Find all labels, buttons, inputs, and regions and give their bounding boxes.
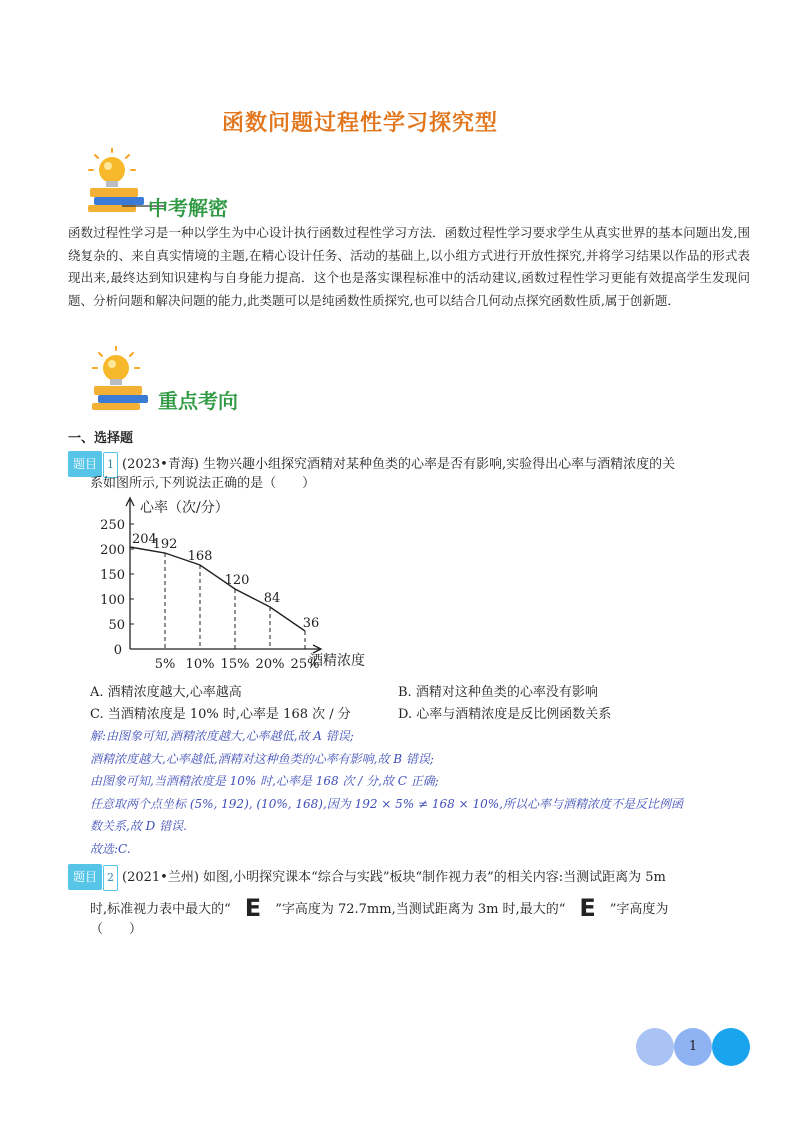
option-b[interactable]: B. 酒精对这种鱼类的心率没有影响 (398, 685, 598, 700)
origin-label: 0 (113, 643, 122, 658)
section-heading: 一、选择题 (68, 431, 134, 446)
series-line (130, 547, 305, 631)
y-tick-label: 150 (100, 568, 125, 583)
y-axis-label: 心率（次/分） (140, 500, 229, 516)
solution-line: 解:由图象可知,酒精浓度越大,心率越低,故 A 错误; (90, 729, 354, 743)
y-tick-label: 200 (100, 543, 125, 558)
question-badge: 题目 (68, 451, 102, 477)
option-a[interactable]: A. 酒精浓度越大,心率越高 (90, 685, 242, 700)
solution-block (90, 725, 750, 861)
solution-line: 故选:C. (90, 841, 131, 856)
x-tick-label: 10% (185, 657, 215, 672)
page-title: 函数问题过程性学习探究型 (221, 111, 498, 136)
decor-circle (712, 1028, 750, 1066)
solution-line: 数关系,故 D 错误. (90, 819, 187, 834)
x-tick-label: 15% (220, 657, 250, 672)
question-2-line2 (90, 896, 668, 922)
question-number: 1 (103, 452, 118, 478)
solution-line: 任意取两个点坐标 (5%, 192), (10%, 168),因为 192 × 5% ≠ 168 × 10%,所以心率与酒精浓度不是反比例函 (90, 796, 683, 811)
section-title: 重点考向 (158, 389, 238, 413)
data-label: 168 (187, 549, 213, 564)
question-number: 2 (103, 865, 118, 891)
question-text: 系如图所示,下列说法正确的是（ ） (90, 476, 316, 491)
page-number-badge (636, 1028, 752, 1066)
question-text: ”字高度为 72.7mm,当测试距离为 3m 时,最大的“ (275, 902, 566, 917)
x-tick-label: 25% (290, 657, 320, 672)
question-text: (2021•兰州) 如图,小明探究课本“综合与实践”板块“制作视力表”的相关内容:当测试距离为 5m (122, 870, 666, 885)
y-tick-label: 250 (100, 518, 125, 533)
data-label: 84 (263, 591, 281, 606)
answer-blank: （ ） (90, 922, 143, 937)
data-label: 36 (302, 616, 320, 631)
x-axis-label: 酒精浓度 (309, 653, 365, 669)
question-text: ”字高度为 (609, 902, 669, 917)
decor-circle (636, 1028, 674, 1066)
eye-chart-e-symbol: E (244, 894, 262, 922)
option-d[interactable]: D. 心率与酒精浓度是反比例函数关系 (398, 707, 612, 722)
question-text: 时,标准视力表中最大的“ (90, 902, 231, 917)
y-tick-label: 100 (100, 593, 125, 608)
x-tick-label: 5% (154, 657, 176, 672)
solution-line: 酒精浓度越大,心率越低,酒精对这种鱼类的心率有影响,故 B 错误; (90, 751, 434, 766)
eye-chart-e-symbol: E (579, 894, 596, 922)
page-number: 1 (688, 1039, 698, 1054)
solution-line: 由图象可知,当酒精浓度是 10% 时,心率是 168 次 / 分,故 C 正确; (90, 774, 439, 789)
question-badge: 题目 (68, 864, 102, 890)
heart-rate-chart (96, 490, 416, 684)
option-c[interactable]: C. 当酒精浓度是 10% 时,心率是 168 次 / 分 (90, 707, 351, 722)
data-label: 192 (152, 537, 178, 552)
section-title: 中考解密 (148, 196, 228, 220)
question-text: (2023•青海) 生物兴趣小组探究酒精对某种鱼类的心率是否有影响,实验得出心率与酒精浓度的关 (122, 457, 676, 472)
intro-paragraph: 函数过程性学习是一种以学生为中心设计执行函数过程性学习方法．函数过程性学习要求学生从真实世界的基本问题出发,围绕复杂的、来自真实情境的主题,在精心设计任务、活动的基础上,以小组方式进行开放性探究,并将学习结果以作品的形式表现出来,最终达到知识建构与自身能力提高．这个也是落实课程标准中的活动建议,函数过程性学习更能有效提高学生发现问题、分析问题和解决问题的能力,此类题可以是纯函数性质探究,也可以结合几何动点探究函数性质,属于创新题． (68, 225, 750, 308)
data-label: 120 (224, 573, 250, 588)
x-tick-label: 20% (255, 657, 285, 672)
question-2-line1 (68, 864, 666, 891)
data-label: 204 (132, 532, 157, 547)
y-tick-label: 50 (108, 618, 125, 633)
